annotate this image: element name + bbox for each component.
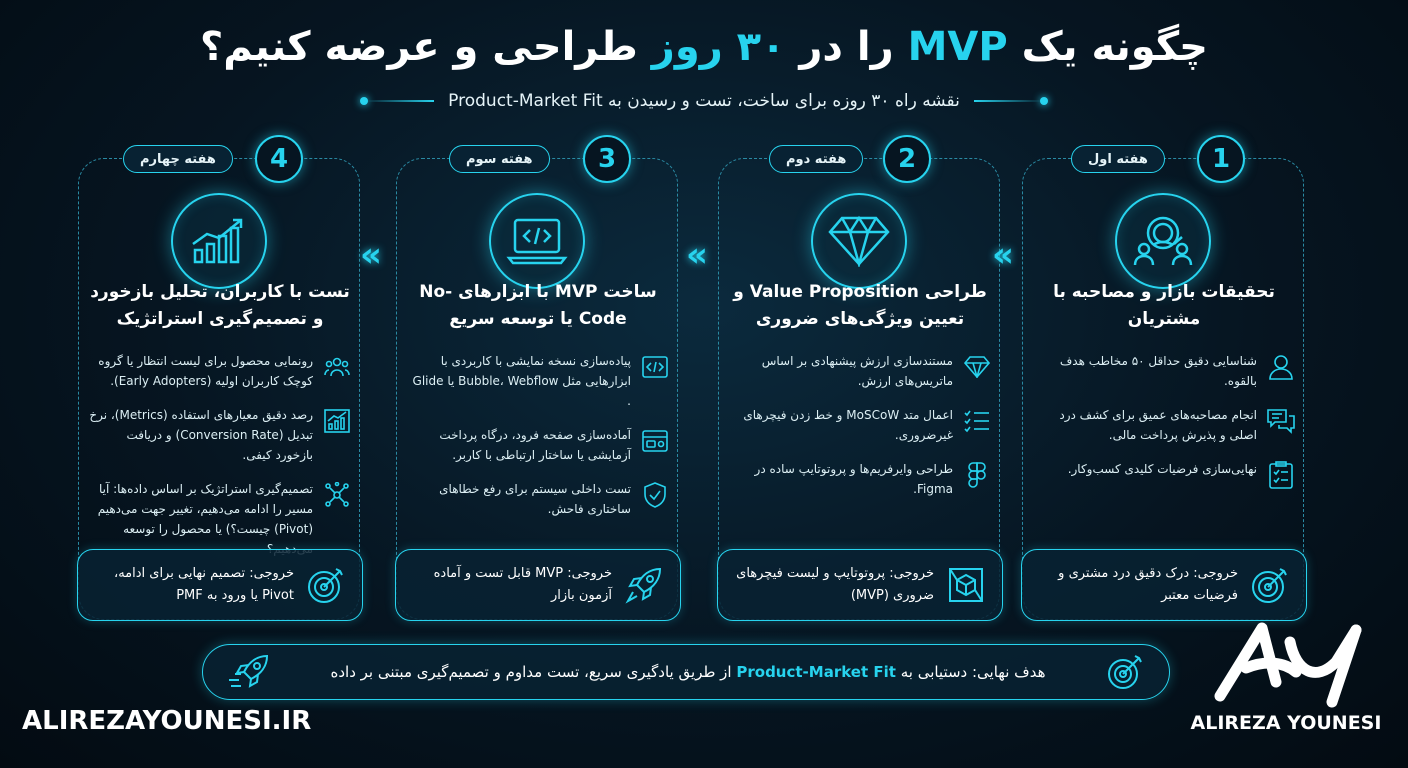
list-item: [729, 405, 991, 445]
list-item: [1033, 351, 1295, 391]
week-badge: هفته اول: [1071, 145, 1165, 173]
card-output: [1021, 549, 1307, 621]
subtitle-row: [0, 86, 1408, 116]
item-text: پیاده‌سازی نسخه نمایشی با کاربردی با ابزارهایی مثل Bubble، Webflow یا Glide .: [412, 354, 631, 408]
growth-chart-icon: [171, 193, 267, 289]
list-item: [729, 459, 991, 499]
title-part1: چگونه یک: [1021, 24, 1208, 70]
diamond-small-icon: [963, 353, 991, 381]
card-items: [1033, 351, 1295, 503]
output-text: خروجی: درک دقیق درد مشتری و فرضیات معتبر: [1058, 566, 1238, 603]
item-text: تست داخلی سیستم برای رفع خطاهای ساختاری فاحش.: [439, 482, 631, 516]
output-text: خروجی: تصمیم نهایی برای ادامه، Pivot یا ورود به PMF: [114, 566, 294, 603]
output-text: خروجی: پروتوتایپ و لیست فیچرهای ضروری (MVP): [736, 566, 934, 603]
list-item: [407, 479, 669, 519]
item-text: شناسایی دقیق حداقل ۵۰ مخاطب هدف بالقوه.: [1059, 354, 1257, 388]
week-badge: هفته چهارم: [123, 145, 233, 173]
week-badge: هفته دوم: [769, 145, 863, 173]
title-mvp: MVP: [907, 24, 1008, 70]
step-number: 2: [883, 135, 931, 183]
card-title: تحقیقات بازار و مصاحبه با مشتریان: [1053, 282, 1275, 329]
subtitle: نقشه راه ۳۰ روزه برای ساخت، تست و رسیدن به Product-Market Fit: [448, 91, 960, 111]
card-head: [719, 135, 999, 183]
card-items: [729, 351, 991, 513]
rocket-icon: [227, 652, 271, 692]
list-item: [89, 405, 351, 465]
item-text: مستندسازی ارزش پیشنهادی بر اساس ماتریس‌های ارزش.: [761, 354, 953, 388]
title-days: ۳۰ روز: [651, 24, 786, 70]
list-item: [1033, 459, 1295, 489]
chat-icon: [1267, 407, 1295, 435]
users-research-icon: [1115, 193, 1211, 289]
card-title: طراحی Value Proposition و تعیین ویژگی‌های ضروری: [733, 282, 987, 329]
list-item: [1033, 405, 1295, 445]
brand-logo: [1206, 612, 1376, 712]
chevron-left-icon: «: [992, 235, 1014, 275]
item-text: طراحی وایرفریم‌ها و پروتوتایپ ساده در Figma.: [754, 462, 953, 496]
code-window-icon: [641, 353, 669, 381]
card-head: [397, 135, 677, 183]
checklist-icon: [1267, 461, 1295, 489]
subtitle-line-left: [364, 100, 434, 102]
week-badge: هفته سوم: [449, 145, 550, 173]
list-item: [89, 479, 351, 559]
figma-icon: [963, 461, 991, 489]
step-number: 3: [583, 135, 631, 183]
list-item: [407, 425, 669, 465]
card-title: تست با کاربران، تحلیل بازخورد و تصمیم‌گیری استراتژیک: [90, 282, 350, 329]
item-text: آماده‌سازی صفحه فرود، درگاه پرداخت آزمایشی یا ساختار ارتباطی با کاربر.: [439, 428, 631, 462]
goal-highlight: Product-Market Fit: [736, 663, 896, 681]
card-items: [89, 351, 351, 573]
list-item: [729, 351, 991, 391]
card-output: [717, 549, 1003, 621]
website-url: ALIREZAYOUNESI.IR: [22, 706, 312, 736]
item-text: انجام مصاحبه‌های عمیق برای کشف درد اصلی و پذیرش پرداخت مالی.: [1059, 408, 1257, 442]
chevron-left-icon: «: [686, 235, 708, 275]
target-icon: [1250, 565, 1290, 605]
step-number: 1: [1197, 135, 1245, 183]
card-week-1: [1022, 144, 1304, 620]
card-head: [1023, 135, 1303, 183]
card-week-4: [78, 144, 360, 620]
card-head: [79, 135, 359, 183]
card-output: [395, 549, 681, 621]
step-number: 4: [255, 135, 303, 183]
item-text: تصمیم‌گیری استراتژیک بر اساس داده‌ها: آیا مسیر را ادامه می‌دهیم، تغییر جهت می‌دهیم (Pivot) چیست؟) یا محصول را توسعه: [97, 482, 313, 536]
item-text: اعمال متد MoSCoW و خط زدن فیچرهای غیرضروری.: [743, 408, 953, 442]
laptop-code-icon: [489, 193, 585, 289]
cube-icon: [946, 565, 986, 605]
brand-name: ALIREZA YOUNESI: [1190, 712, 1382, 734]
rocket-icon: [624, 565, 664, 605]
card-output: [77, 549, 363, 621]
subtitle-line-right: [974, 100, 1044, 102]
title-part2: را در: [799, 24, 894, 70]
goal-text: [287, 663, 1089, 681]
list-icon: [963, 407, 991, 435]
goal-prefix: هدف نهایی: دستیابی به: [900, 663, 1046, 681]
list-item: [89, 351, 351, 391]
list-item: [407, 351, 669, 411]
title-part3: طراحی و عرضه کنیم؟: [200, 24, 638, 70]
network-icon: [323, 481, 351, 509]
payment-icon: [641, 427, 669, 455]
user-icon: [1267, 353, 1295, 381]
card-title: ساخت MVP با ابزارهای No-Code یا توسعه سریع: [419, 282, 657, 329]
goal-bar: [202, 644, 1170, 700]
item-text: نهایی‌سازی فرضیات کلیدی کسب‌وکار.: [1067, 462, 1257, 476]
group-icon: [323, 353, 351, 381]
card-week-3: [396, 144, 678, 620]
shield-check-icon: [641, 481, 669, 509]
chevron-left-icon: «: [360, 235, 382, 275]
output-text: خروجی: MVP قابل تست و آماده آزمون بازار: [433, 566, 612, 603]
item-text: رصد دقیق معیارهای استفاده (Metrics)، نرخ تبدیل (Conversion Rate) و دریافت بازخورد کیفی.: [89, 408, 313, 462]
card-items: [407, 351, 669, 533]
diamond-icon: [811, 193, 907, 289]
goal-suffix: از طریق یادگیری سریع، تست مداوم و تصمیم‌گیری مبتنی بر داده: [330, 663, 732, 681]
item-text: رونمایی محصول برای لیست انتظار یا گروه کوچک کاربران اولیه (Early Adopters).: [98, 354, 313, 388]
metrics-icon: [323, 407, 351, 435]
target-icon: [1105, 652, 1145, 692]
target-icon: [306, 565, 346, 605]
card-week-2: [718, 144, 1000, 620]
page-title: [0, 24, 1408, 70]
